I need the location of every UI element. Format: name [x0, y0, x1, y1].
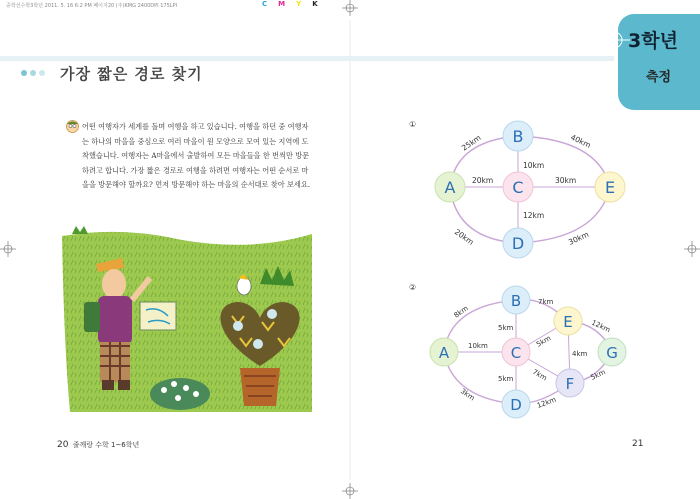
edge-label: 7km: [538, 298, 554, 306]
story-line: 하려고 합니다. 가장 짧은 경로로 여행을 하려면 여행자는 어떤 순서로 마: [82, 165, 309, 175]
story-line: 어떤 여행자가 세계를 돌며 여행을 하고 있습니다. 여행을 하던 중 여행자: [82, 122, 309, 131]
edge-label: 30km: [555, 176, 577, 185]
node-c: [503, 172, 533, 202]
cmyk-m: M: [278, 0, 295, 8]
edge-label: 10km: [523, 161, 545, 170]
problem-number-1: ①: [409, 120, 417, 129]
edge-label: 25km: [459, 133, 483, 153]
header-band: [0, 56, 614, 61]
edge-label: 5km: [498, 324, 514, 332]
edge-label: 4km: [572, 350, 588, 358]
edge-label: 5km: [535, 334, 553, 349]
edge-label: 20km: [452, 227, 476, 247]
page-number-right: 21: [632, 439, 644, 449]
story-line: 착했습니다. 여행자는 A마을에서 출발하여 모든 마을들을 한 번씩만 방문: [82, 151, 310, 161]
story-line: 을을 방문해야 할까요? 먼저 방문해야 하는 마을의 순서대로 찾아 보세요.: [82, 180, 311, 190]
flower-shrub: [150, 378, 210, 410]
page-title: 가장 짧은 경로 찾기: [60, 65, 203, 83]
node-e: [554, 307, 582, 335]
cmyk-c: C: [262, 0, 277, 8]
node-b: [502, 286, 530, 314]
node-d: [503, 228, 533, 258]
node-label: F: [565, 375, 575, 393]
print-info-line: 중학선수학3학년 2011. 5. 16 6:2 PM 페이지20 (주)KMG 2400DPI 175LPI: [6, 3, 178, 9]
edge-label: 30km: [567, 229, 591, 247]
node-label: G: [606, 344, 618, 362]
node-label: A: [438, 344, 450, 362]
edge-label: 7km: [531, 367, 549, 383]
map-paper: [140, 302, 176, 330]
grade-subject: 측정: [646, 70, 672, 85]
edge-label: 3km: [458, 387, 476, 403]
grade-label: 3학년: [628, 30, 678, 52]
node-label: E: [563, 313, 573, 331]
cmyk-y: Y: [296, 0, 311, 8]
edge-label: 5km: [498, 375, 514, 383]
node-d: [502, 390, 530, 418]
footer-left: [57, 440, 139, 450]
node-label: D: [511, 234, 525, 253]
node-label: E: [604, 178, 616, 197]
node-label: D: [510, 396, 522, 414]
node-a: [430, 338, 458, 366]
graph-problem-2: [420, 280, 640, 420]
edge-label: 10km: [468, 342, 488, 350]
node-label: C: [512, 178, 524, 197]
node-label: C: [510, 344, 522, 362]
node-b: [503, 121, 533, 151]
story-text: [82, 120, 312, 193]
book-title: 줄깨랑 수학 1~6학년: [72, 441, 140, 449]
grass-tuft: [72, 226, 88, 234]
traveler-face-icon: [66, 120, 79, 133]
node-g: [598, 338, 626, 366]
edge-label: 12km: [590, 318, 612, 335]
traveler-illustration: [62, 226, 312, 412]
node-label: A: [444, 178, 456, 197]
problem-number-2: ②: [409, 283, 417, 292]
title-dots-decoration: [20, 68, 56, 78]
cmyk-k: K: [312, 0, 327, 8]
node-a: [435, 172, 465, 202]
node-label: B: [510, 292, 522, 310]
node-c: [502, 338, 530, 366]
node-label: B: [512, 127, 524, 146]
graph-problem-1: [420, 115, 640, 265]
edge-label: 5km: [589, 368, 607, 382]
edge-label: 8km: [452, 304, 470, 320]
node-f: [556, 369, 584, 397]
edge-label: 20km: [472, 176, 494, 185]
node-e: [595, 172, 625, 202]
edge-label: 40km: [569, 132, 593, 150]
page-number-left: 20: [57, 440, 69, 450]
story-line: 는 하나의 마을을 중심으로 여러 마을이 원 모양으로 모여 있는 지역에 도: [82, 136, 309, 146]
edge-label: 12km: [535, 395, 558, 410]
edge-label: 12km: [523, 211, 545, 220]
